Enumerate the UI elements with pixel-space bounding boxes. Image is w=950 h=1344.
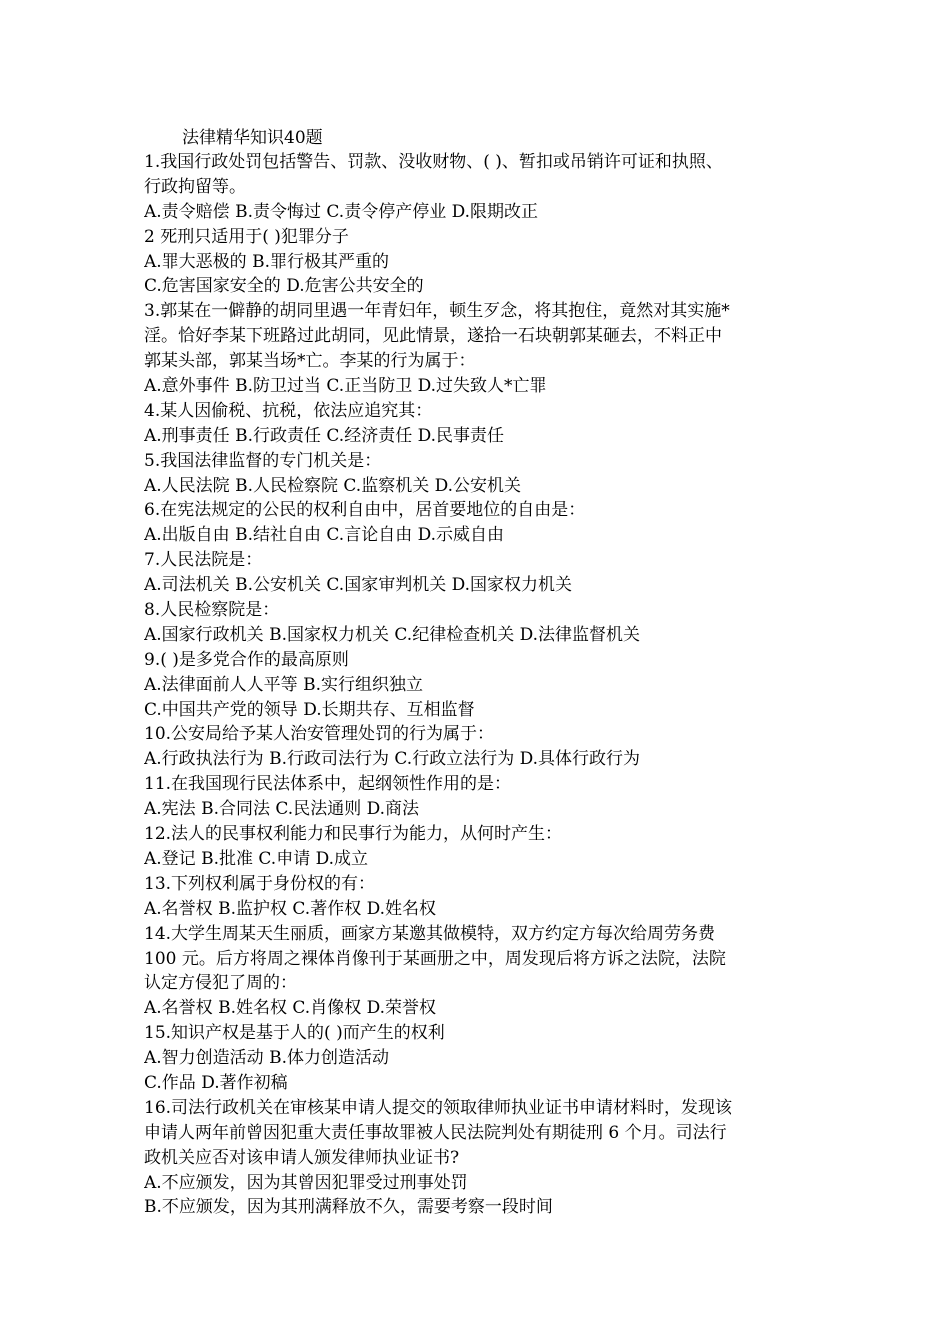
text-line: A.名誉权 B.姓名权 C.肖像权 D.荣誉权 — [144, 998, 437, 1019]
text-line: A.智力创造活动 B.体力创造活动 — [144, 1048, 389, 1069]
text-line: 9.( )是多党合作的最高原则 — [144, 649, 349, 670]
text-line: A.法律面前人人平等 B.实行组织独立 — [144, 674, 423, 695]
text-line: 13.下列权利属于身份权的有： — [144, 873, 376, 894]
text-line: 申请人两年前曾因犯重大责任事故罪被人民法院判处有期徒刑 6 个月。司法行 — [144, 1122, 727, 1143]
text-line: A.名誉权 B.监护权 C.著作权 D.姓名权 — [144, 898, 437, 919]
text-line: A.人民法院 B.人民检察院 C.监察机关 D.公安机关 — [144, 475, 522, 496]
text-line: A.司法机关 B.公安机关 C.国家审判机关 D.国家权力机关 — [144, 575, 573, 596]
text-line: A.宪法 B.合同法 C.民法通则 D.商法 — [144, 799, 420, 820]
text-line: 郭某头部，郭某当场*亡。李某的行为属于： — [144, 351, 476, 372]
text-line: 11.在我国现行民法体系中，起纲领性作用的是： — [144, 774, 512, 795]
text-line: 6.在宪法规定的公民的权利自由中，居首要地位的自由是： — [144, 500, 586, 521]
document-body — [144, 150, 809, 1220]
text-line: 14.大学生周某天生丽质，画家方某邀其做模特，双方约定方每次给周劳务费 — [144, 923, 716, 944]
text-line: 4.某人因偷税、抗税，依法应追究其： — [144, 400, 433, 421]
text-line: A.不应颁发，因为其曾因犯罪受过刑事处罚 — [144, 1172, 468, 1193]
text-line: B.不应颁发，因为其刑满释放不久，需要考察一段时间 — [144, 1197, 553, 1218]
text-line: A.责令赔偿 B.责令悔过 C.责令停产停业 D.限期改正 — [144, 201, 539, 222]
text-line: A.国家行政机关 B.国家权力机关 C.纪律检查机关 D.法律监督机关 — [144, 624, 641, 645]
text-line: C.危害国家安全的 D.危害公共安全的 — [144, 276, 424, 297]
text-line: 1.我国行政处罚包括警告、罚款、没收财物、( )、暂扣或吊销许可证和执照、 — [144, 152, 723, 172]
text-line: 15.知识产权是基于人的( )而产生的权利 — [144, 1023, 445, 1044]
text-line: A.刑事责任 B.行政责任 C.经济责任 D.民事责任 — [144, 425, 505, 446]
text-line: A.出版自由 B.结社自由 C.言论自由 D.示威自由 — [144, 525, 505, 546]
text-line: C.中国共产党的领导 D.长期共存、互相监督 — [144, 699, 475, 720]
text-line: 5.我国法律监督的专门机关是： — [144, 450, 382, 471]
document-title: 法律精华知识40题 — [182, 128, 323, 148]
text-line: A.行政执法行为 B.行政司法行为 C.行政立法行为 D.具体行政行为 — [144, 749, 641, 770]
text-line: 3.郭某在一僻静的胡同里遇一年青妇年，顿生歹念，将其抱住，竟然对其实施* — [144, 301, 730, 322]
text-line: 8.人民检察院是： — [144, 600, 280, 621]
text-line: 认定方侵犯了周的： — [144, 973, 297, 994]
text-line: 行政拘留等。 — [144, 176, 246, 197]
text-line: 100 元。后方将周之裸体肖像刊于某画册之中，周发现后将方诉之法院，法院 — [144, 948, 726, 969]
text-line: 政机关应否对该申请人颁发律师执业证书? — [144, 1147, 460, 1168]
text-line: C.作品 D.著作初稿 — [144, 1072, 288, 1093]
text-line: 16.司法行政机关在审核某申请人提交的领取律师执业证书申请材料时，发现该 — [144, 1097, 733, 1118]
text-line: 12.法人的民事权利能力和民事行为能力，从何时产生： — [144, 824, 563, 845]
text-line: 2 死刑只适用于( )犯罪分子 — [144, 226, 349, 247]
text-line: A.登记 B.批准 C.申请 D.成立 — [144, 848, 369, 869]
text-line: A.罪大恶极的 B.罪行极其严重的 — [144, 251, 389, 272]
text-line: 10.公安局给予某人治安管理处罚的行为属于： — [144, 724, 495, 745]
text-line: 7.人民法院是： — [144, 550, 263, 571]
text-line: 淫。恰好李某下班路过此胡同，见此情景，遂拾一石块朝郭某砸去，不料正中 — [144, 326, 722, 347]
text-line: A.意外事件 B.防卫过当 C.正当防卫 D.过失致人*亡罪 — [144, 376, 547, 397]
